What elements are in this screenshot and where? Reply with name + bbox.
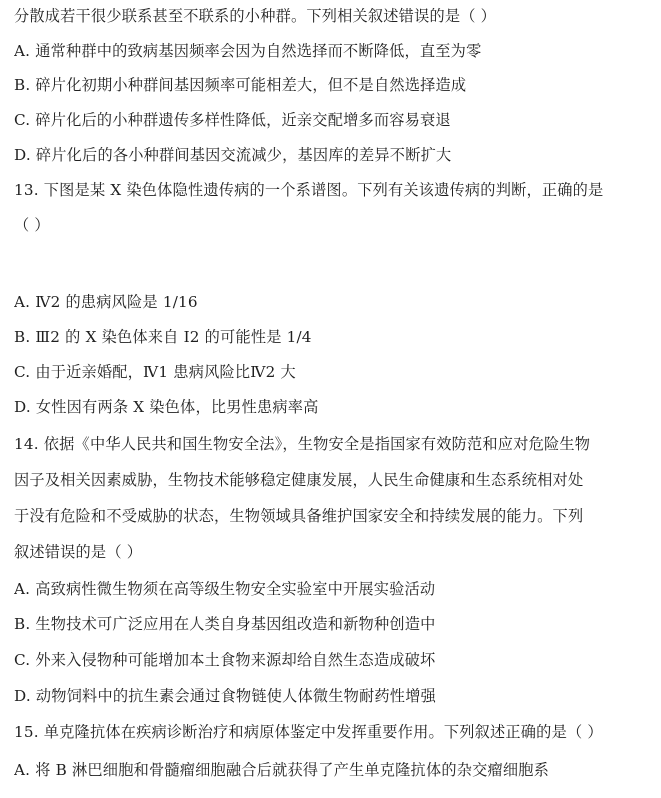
q12-option-d: D. 碎片化后的各小种群间基因交流减少，基因库的差异不断扩大	[14, 146, 452, 164]
q12-option-a: A. 通常种群中的致病基因频率会因为自然选择而不断降低，直至为零	[14, 42, 482, 60]
q12-option-c: C. 碎片化后的小种群遗传多样性降低，近亲交配增多而容易衰退	[14, 111, 451, 129]
q13-option-d: D. 女性因有两条 X 染色体，比男性患病率高	[14, 398, 319, 416]
q14-option-b: B. 生物技术可广泛应用在人类自身基因组改造和新物种创造中	[14, 615, 436, 633]
q12-stem-tail: 分散成若干很少联系甚至不联系的小种群。下列相关叙述错误的是（ ）	[14, 7, 497, 25]
q13-stem-line2: （ ）	[14, 216, 50, 234]
q14-stem-line1: 14. 依据《中华人民共和国生物安全法》，生物安全是指国家有效防范和应对危险生物	[14, 435, 591, 453]
q13-option-c: C. 由于近亲婚配，Ⅳ1 患病风险比Ⅳ2 大	[14, 363, 296, 381]
q12-option-b: B. 碎片化初期小种群间基因频率可能相差大，但不是自然选择造成	[14, 76, 467, 94]
q14-stem-line4: 叙述错误的是（ ）	[14, 543, 143, 561]
q13-stem-line1: 13. 下图是某 X 染色体隐性遗传病的一个系谱图。下列有关该遗传病的判断，正确的是	[14, 181, 604, 199]
q14-stem-line2: 因子及相关因素威胁，生物技术能够稳定健康发展，人民生命健康和生态系统相对处	[14, 471, 584, 489]
q14-option-d: D. 动物饲料中的抗生素会通过食物链使人体微生物耐药性增强	[14, 687, 436, 705]
q13-option-b: B. Ⅲ2 的 X 染色体来自 Ⅰ2 的可能性是 1/4	[14, 328, 312, 346]
q14-option-a: A. 高致病性微生物须在高等级生物安全实验室中开展实验活动	[14, 580, 436, 598]
q13-option-a: A. Ⅳ2 的患病风险是 1/16	[14, 293, 198, 311]
q14-option-c: C. 外来入侵物种可能增加本土食物来源却给自然生态造成破坏	[14, 651, 436, 669]
q15-stem: 15. 单克隆抗体在疾病诊断治疗和病原体鉴定中发挥重要作用。下列叙述正确的是（ ）	[14, 723, 603, 741]
q14-stem-line3: 于没有危险和不受威胁的状态，生物领域具备维护国家安全和持续发展的能力。下列	[14, 507, 584, 525]
q15-option-a: A. 将 B 淋巴细胞和骨髓瘤细胞融合后就获得了产生单克隆抗体的杂交瘤细胞系	[14, 761, 550, 779]
